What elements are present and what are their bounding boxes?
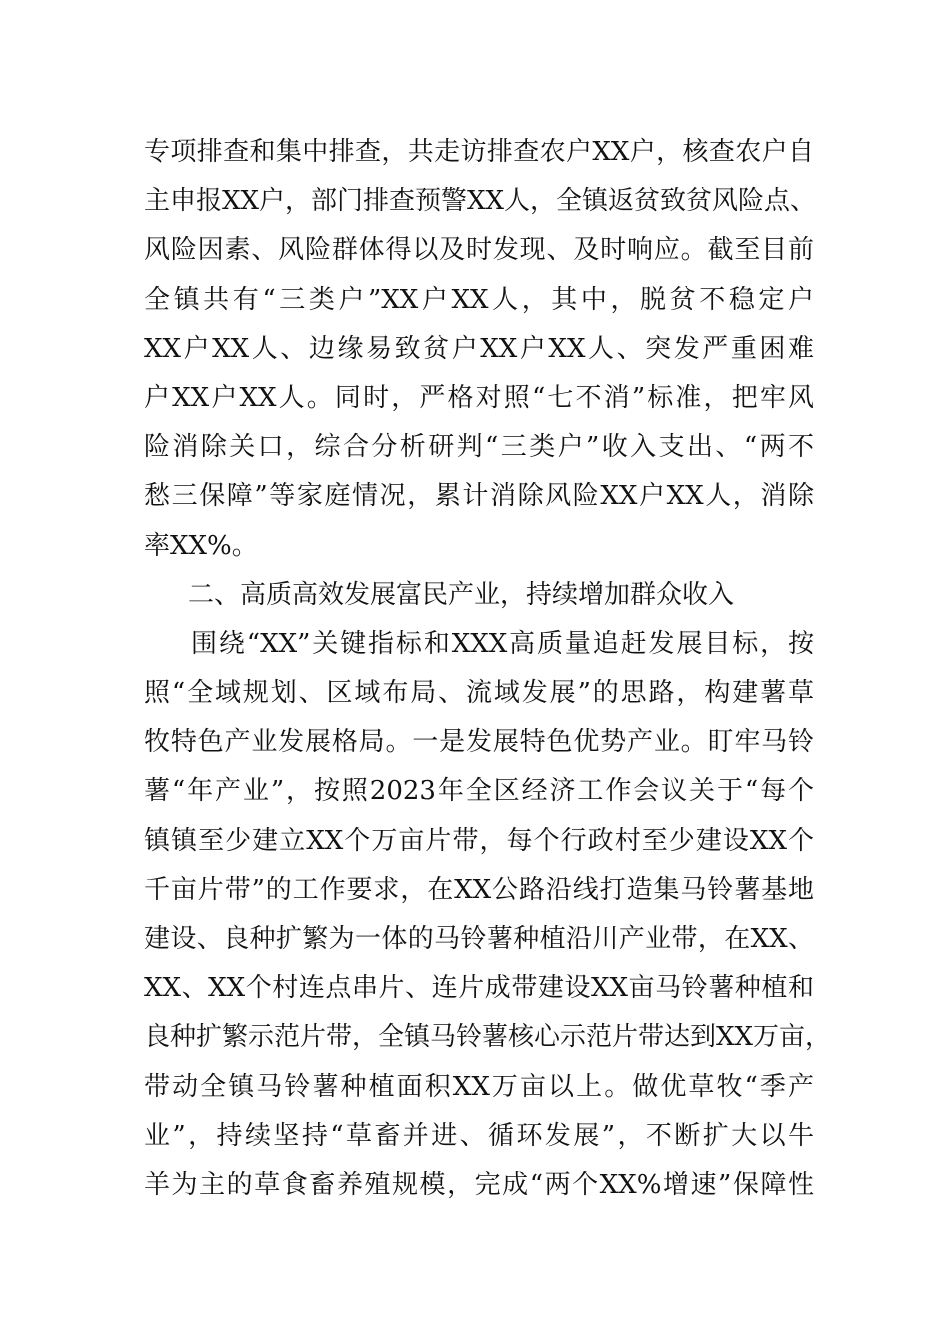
paragraph-line: 率XX%。: [144, 530, 258, 561]
paragraph-line: 专项排查和集中排查，共走访排查农户XX户，核查农户自: [144, 137, 814, 167]
paragraph-line: 镇镇至少建立XX个万亩片带，每个行政村至少建设XX个: [144, 825, 814, 856]
paragraph-line: 千亩片带”的工作要求，在XX公路沿线打造集马铃薯基地: [144, 874, 814, 905]
paragraph-line: 风险因素、风险群体得以及时发现、及时响应。截至目前: [144, 235, 814, 266]
paragraph-line: 建设、良种扩繁为一体的马铃薯种植沿川产业带，在XX、: [144, 924, 814, 954]
document-body: [144, 128, 832, 1210]
paragraph-line: 险消除关口，综合分析研判“三类户”收入支出、“两不: [144, 432, 814, 463]
paragraph-line: 愁三保障”等家庭情况，累计消除风险XX户XX人，消除: [144, 481, 814, 512]
paragraph-line: 围绕“XX”关键指标和XXX高质量追赶发展目标，按: [191, 628, 814, 659]
paragraph-line: 户XX户XX人。同时，严格对照“七不消”标准，把牢风: [144, 382, 814, 413]
paragraph-line: 照“全域规划、区域布局、流域发展”的思路，构建薯草: [144, 678, 814, 709]
paragraph-line: XX户XX人、边缘易致贫户XX户XX人、突发严重困难: [144, 333, 814, 364]
paragraph-line: 牧特色产业发展格局。一是发展特色优势产业。盯牢马铃: [144, 727, 814, 758]
paragraph-line: 羊为主的草食畜养殖规模，完成“两个XX%增速”保障性: [144, 1169, 814, 1200]
paragraph-line: 全镇共有“三类户”XX户XX人，其中，脱贫不稳定户: [144, 284, 814, 315]
paragraph-line: 业”，持续坚持“草畜并进、循环发展”，不断扩大以牛: [144, 1120, 814, 1151]
paragraph-line: 良种扩繁示范片带，全镇马铃薯核心示范片带达到XX万亩，: [144, 1022, 832, 1053]
section-heading: 二、高质高效发展富民产业，持续增加群众收入: [188, 579, 735, 610]
paragraph-line: XX、XX个村连点串片、连片成带建设XX亩马铃薯种植和: [144, 973, 814, 1004]
paragraph-line: 薯“年产业”，按照2023年全区经济工作会议关于“每个: [144, 776, 814, 807]
paragraph-line: 主申报XX户，部门排查预警XX人，全镇返贫致贫风险点、: [144, 186, 817, 217]
paragraph-line: 带动全镇马铃薯种植面积XX万亩以上。做优草牧“季产: [144, 1071, 814, 1102]
